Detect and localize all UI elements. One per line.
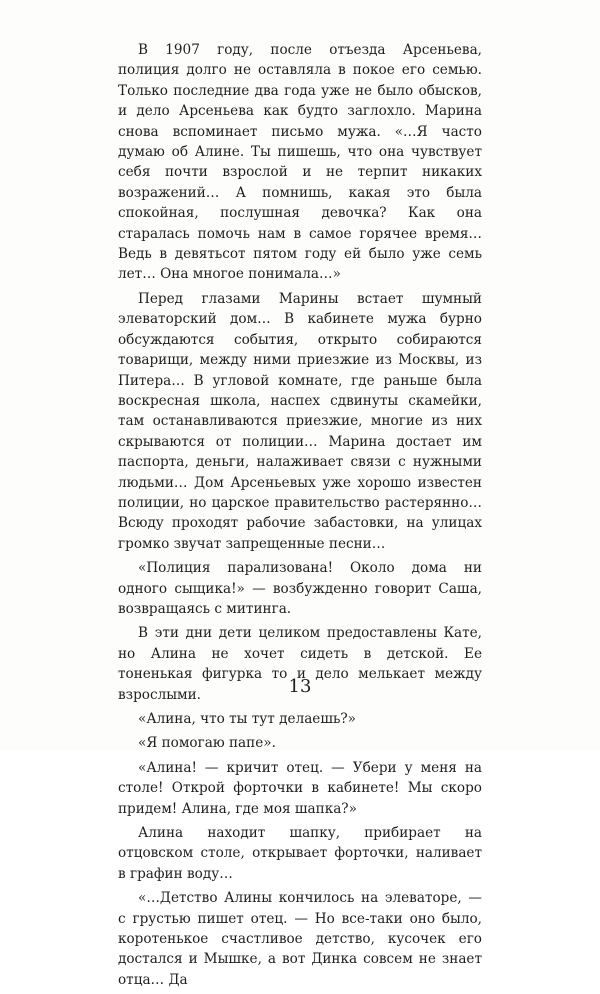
paragraph: «Я помогаю папе».	[138, 735, 276, 752]
page-number: 13	[288, 676, 312, 697]
paragraph: «…Детство Алины кончилось на элеваторе, — с грустью пишет отец. — Но все-таки оно было, коротенькое счастливое детство, кусочек его достался и Мышке, а вот Динка совсем не знает отца… Да	[118, 890, 482, 988]
body-text	[118, 40, 482, 994]
paragraph: «Алина, что ты тут делаешь?»	[138, 711, 356, 727]
paragraph: Перед глазами Марины встает шумный элеваторский дом… В кабинете мужа бурно обсуждаются события, открыто собираются товарищи, между ними приезжие из Москвы, из Питера… В угловой комнате, где раньше была воскресная школа, наспех сдвинуты скамейки, там останавливаются приезжие, многие из них скрываются от полиции… Марина достает им паспорта, деньги, налаживает связи с нужными людьми… Дом Арсеньевых уже хорошо известен полиции, но царское правительство растерянно… Всюду проходят рабочие забастовки, на улицах громко звучат запрещенные песни…	[118, 290, 482, 552]
paragraph: «Полиция парализована! Около дома ни одного сыщика!» — возбужденно говорит Саша, возвращаясь с митинга.	[118, 560, 482, 617]
paragraph: Алина находит шапку, прибирает на отцовском столе, открывает форточки, наливает в графин воду…	[118, 825, 482, 882]
paragraph: «Алина! — кричит отец. — Убери у меня на столе! Открой форточки в кабинете! Мы скоро придем! Алина, где моя шапка?»	[118, 759, 482, 817]
paragraph: В 1907 году, после отъезда Арсеньева, полиция долго не оставляла в покое его семью. Только последние два года уже не было обысков, и дело Арсеньева как будто заглохло. Марина снова вспоминает письмо мужа. «…Я часто думаю об Алине. Ты пишешь, что она чувствует себя почти взрослой и не терпит никаких возражений… А помнишь, какая это была спокойная, послушная девочка? Как она старалась помочь нам в самое горячее время… Ведь в девятьсот пятом году ей было уже семь лет… Она многое понимала…»	[118, 42, 482, 283]
paragraph: В эти дни дети целиком предоставлены Кате, но Алина не хочет сидеть в детской. Ее тоненькая фигурка то и дело мелькает между взрослыми.	[118, 625, 482, 703]
